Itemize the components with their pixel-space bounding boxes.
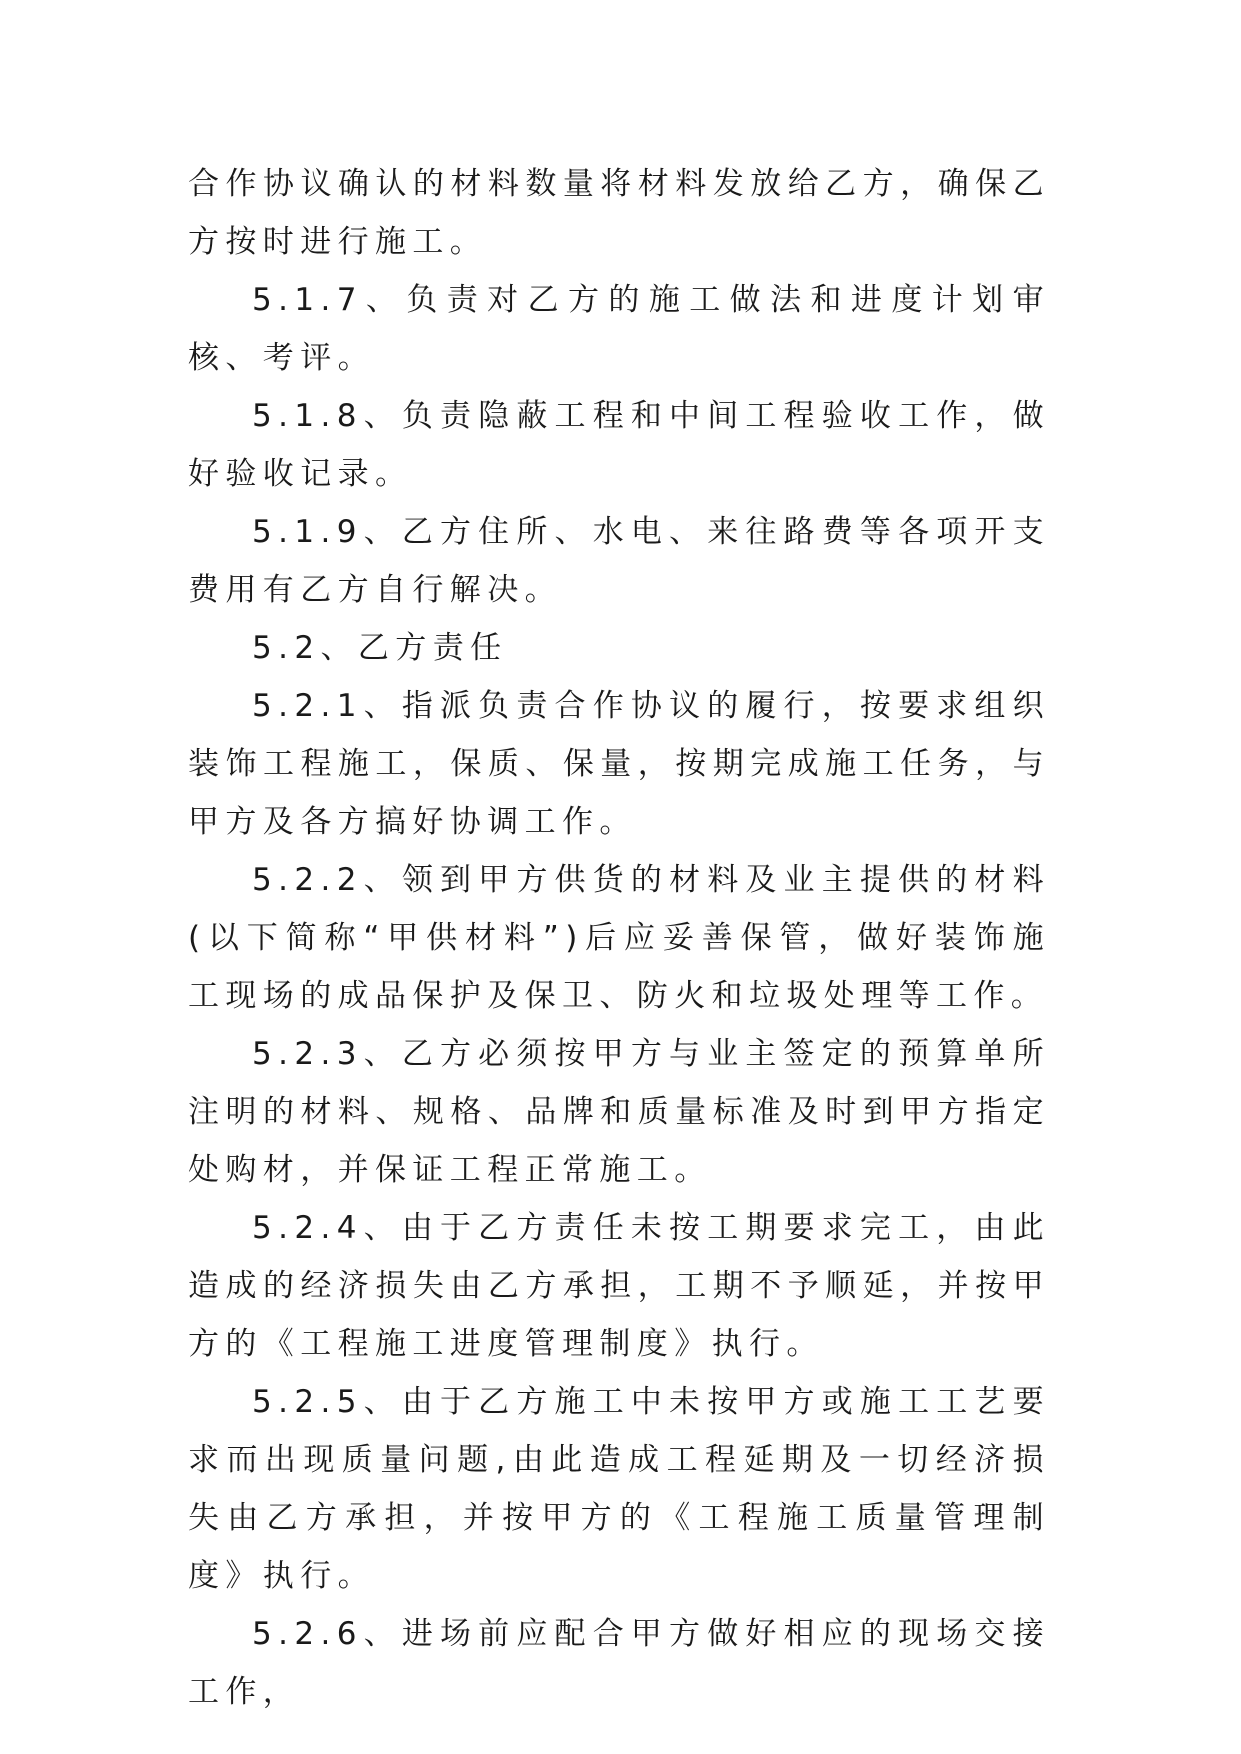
clause-5-1-9: 5.1.9、乙方住所、水电、来往路费等各项开支费用有乙方自行解决。 bbox=[188, 514, 1050, 608]
clause-5-1-7: 5.1.7、负责对乙方的施工做法和进度计划审核、考评。 bbox=[188, 282, 1050, 376]
clause-5-2-3: 5.2.3、乙方必须按甲方与业主签定的预算单所注明的材料、规格、品牌和质量标准及时到甲方指定处购材，并保证工程正常施工。 bbox=[188, 1036, 1050, 1188]
clause-5-2-5: 5.2.5、由于乙方施工中未按甲方或施工工艺要求而出现质量问题,由此造成工程延期及一切经济损失由乙方承担，并按甲方的《工程施工质量管理制度》执行。 bbox=[188, 1384, 1050, 1594]
clause-5-2-1: 5.2.1、指派负责合作协议的履行，按要求组织装饰工程施工，保质、保量，按期完成施工任务，与甲方及各方搞好协调工作。 bbox=[188, 688, 1050, 840]
clause-5-2-2: 5.2.2、领到甲方供货的材料及业主提供的材料(以下简称“甲供材料”)后应妥善保管，做好装饰施工现场的成品保护及保卫、防火和垃圾处理等工作。 bbox=[188, 862, 1050, 1014]
clause-5-2-4: 5.2.4、由于乙方责任未按工期要求完工，由此造成的经济损失由乙方承担，工期不予顺延，并按甲方的《工程施工进度管理制度》执行。 bbox=[188, 1210, 1050, 1362]
paragraph-continued: 合作协议确认的材料数量将材料发放给乙方，确保乙方按时进行施工。 bbox=[188, 166, 1050, 260]
document-body bbox=[188, 155, 1050, 1721]
clause-5-1-8: 5.1.8、负责隐蔽工程和中间工程验收工作，做好验收记录。 bbox=[188, 398, 1050, 492]
clause-5-2-6: 5.2.6、进场前应配合甲方做好相应的现场交接工作， bbox=[188, 1616, 1050, 1710]
section-heading-5-2: 5.2、乙方责任 bbox=[252, 630, 508, 666]
